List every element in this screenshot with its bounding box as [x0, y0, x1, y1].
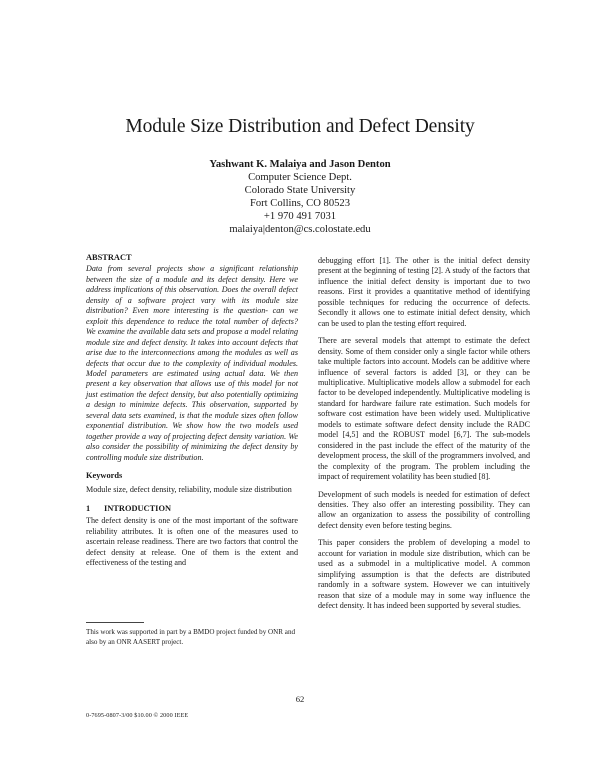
abstract-text: Data from several projects show a significant relationship between the size of a module and its defect density. Here we address implications of this observation. Does the overall defect density of a software project vary with its module size distribution? Even more interesting is the question- can we exploit this dependence to reduce the total number of defects? We examine the available data sets and propose a model relating module size and defect density. It takes into account defects that arise due to the interconnections among the modules as well as defects that occur due to the complexity of individual modules. Model parameters are estimated using actual data. We then present a key observation that allows use of this model for not just estimation the defect density, but also potentially optimizing a design to minimize defects. This observation, supported by several data sets examined, is that the module sizes often follow exponential distribution. We show how the two models used together provide a way of projecting defect density variation. We also consider the possibility of minimizing the defect density by controlling module size distribution. [86, 264, 298, 462]
body-paragraph: Development of such models is needed for estimation of defect densities. They also offer an interesting possibility. They can allow an organization to assess the possibility of controlling defect density even before testing begins. [318, 489, 530, 530]
body-paragraph: debugging effort [1]. The other is the initial defect density present at the beginning of testing [2]. A study of the factors that influence the initial defect density is important due to two reasons. First it provides a quantitative method of identifying possible techniques for reducing the occurrence of defects. Secondly it allows one to estimate initial defect density, which can be used to plan the testing effort required. [318, 256, 530, 328]
keywords-text: Module size, defect density, reliability, module size distribution [86, 484, 292, 494]
abstract-heading: ABSTRACT [86, 253, 132, 262]
paper-title: Module Size Distribution and Defect Density [125, 116, 475, 137]
left-column [86, 253, 298, 576]
body-paragraph: This paper considers the problem of developing a model to account for variation in module size distribution, which can be used as a submodel in a multiplicative model. A common simplifying assumption is that the defects are distributed randomly in a software system. However we can intuitively reason that size of a module may in some way influence the defect density. It has indeed been supported by several studies. [318, 538, 530, 611]
author-block [0, 158, 600, 236]
author-city: Fort Collins, CO 80523 [249, 198, 351, 209]
author-department: Computer Science Dept. [248, 172, 352, 183]
body-paragraph: There are several models that attempt to estimate the defect density. Some of them consider only a single factor while others take multiple factors into account. Models can be additive where influence of several factors is added [3], or they can be multiplicative. Multiplicative models allow a submodel for each factor to be developed independently. Multiplicative modeling is standard for hardware failure rate estimation. Such models for software cost estimation have been widely used. Multiplicative models to estimate software defect density include the RADC model [4,5] and the ROBUST model [6,7]. The sub-models considered in the past include the effect of the maturity of the development process, the skill of the programmers involved, and the complexity of the program. The problem including the impact of requirement volatility has been studied [8]. [318, 336, 530, 482]
author-university: Colorado State University [244, 185, 356, 196]
author-names: Yashwant K. Malaiya and Jason Denton [209, 159, 391, 170]
section-heading-introduction [86, 504, 298, 514]
right-column [318, 256, 530, 619]
keywords-heading: Keywords [86, 471, 123, 481]
copyright-line: 0-7695-0807-3/00 $10.00 © 2000 IEEE [86, 712, 189, 719]
page-number: 62 [295, 694, 305, 704]
footnote-rule [86, 622, 144, 623]
section-title: INTRODUCTION [104, 503, 172, 513]
intro-paragraph: The defect density is one of the most important of the software reliability attributes. It is often one of the measures used to ascertain release readiness. There are two factors that control the defect density at release. One of them is the extent and effectiveness of the testing and [86, 516, 298, 568]
footnote: This work was supported in part by a BMDO project funded by ONR and also by an ONR AASERT project. [86, 628, 296, 646]
author-phone: +1 970 491 7031 [263, 211, 337, 222]
author-email: malaiya|denton@cs.colostate.edu [229, 224, 371, 235]
section-number: 1 [86, 503, 91, 513]
